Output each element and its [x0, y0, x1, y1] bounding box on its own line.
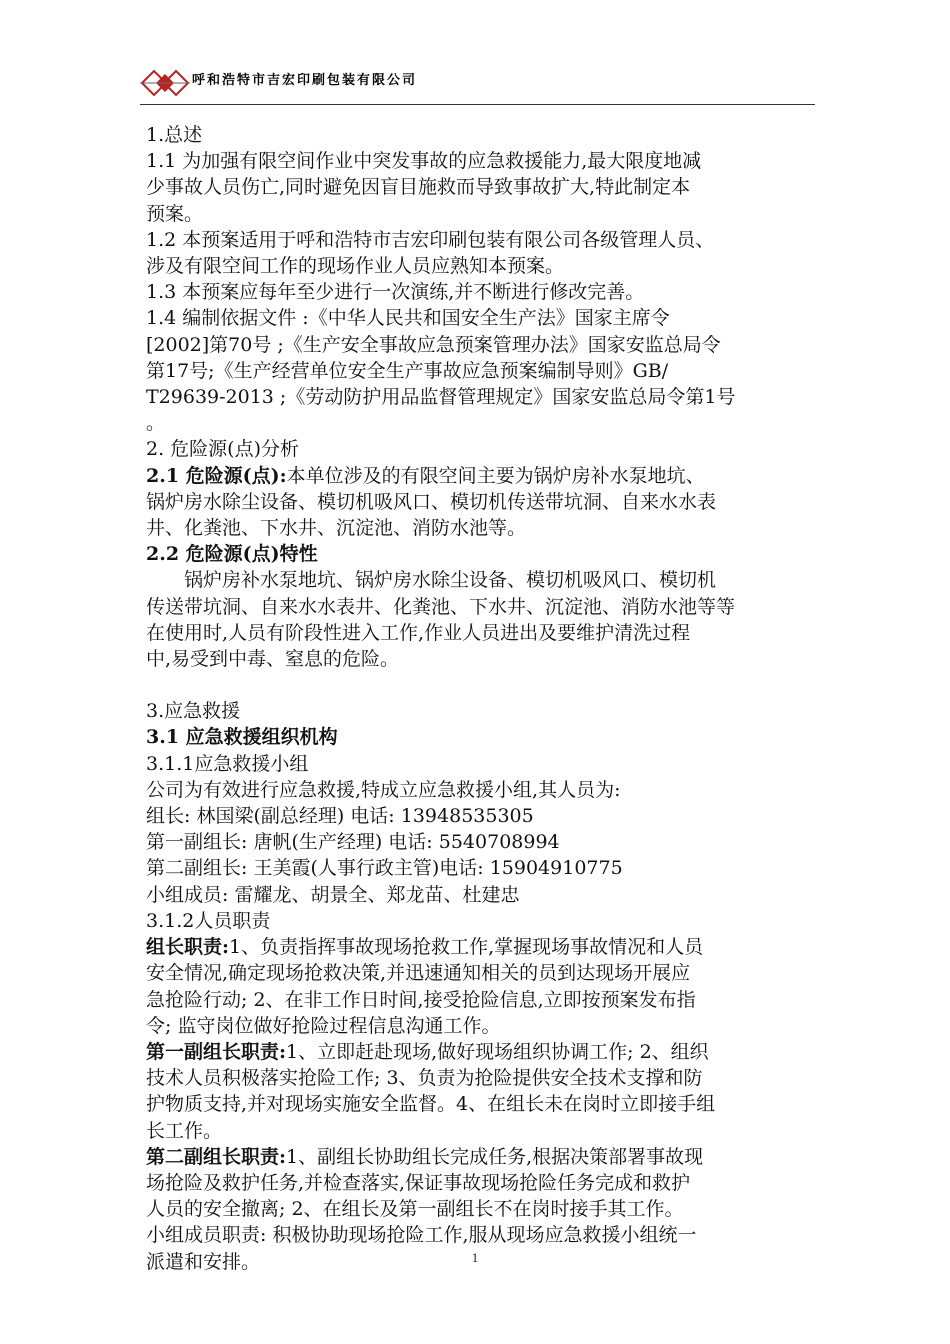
company-logo-icon	[140, 66, 190, 100]
text-line: 在使用时,人员有阶段性进入工作,作业人员进出及要维护清洗过程	[146, 621, 691, 644]
text-line: 令; 监守岗位做好抢险过程信息沟通工作。	[146, 1014, 501, 1037]
text-line: 预案。	[146, 202, 204, 225]
subsection-2-2-title: 2.2 危险源(点)特性	[146, 543, 318, 566]
text-line: 1.3 本预案应每年至少进行一次演练,并不断进行修改完善。	[146, 281, 645, 304]
text-line: 1.1 为加强有限空间作业中突发事故的应急救援能力,最大限度地减	[146, 150, 702, 173]
vice2-duty-label: 第二副组长职责:	[146, 1145, 287, 1168]
text-span: 本单位涉及的有限空间主要为锅炉房补水泵地坑、	[286, 464, 705, 487]
text-line: 井、化粪池、下水井、沉淀池、消防水池等。	[146, 517, 527, 540]
text-line: 小组成员职责: 积极协助现场抢险工作,服从现场应急救援小组统一	[146, 1224, 697, 1247]
text-span: 1、立即赶赴现场,做好现场组织协调工作; 2、组织	[286, 1040, 709, 1063]
text-line: 传送带坑洞、自来水水表井、化粪池、下水井、沉淀池、消防水池等等	[146, 595, 736, 618]
subsection-2-1-label: 2.1 危险源(点):	[146, 464, 287, 487]
header-divider	[140, 104, 815, 105]
page-number: 1	[471, 1250, 479, 1265]
text-line: [2002]第70号 ;《生产安全事故应急预案管理办法》国家安监总局令	[146, 333, 721, 356]
vice1-duty-label: 第一副组长职责:	[146, 1040, 287, 1063]
document-body	[146, 122, 826, 1275]
text-line: 中,易受到中毒、窒息的危险。	[146, 648, 400, 671]
page-header	[140, 66, 840, 102]
text-line: 安全情况,确定现场抢救决策,并迅速通知相关的员到达现场开展应	[146, 962, 691, 985]
leader-duty-label: 组长职责:	[146, 936, 230, 959]
text-span: 1、副组长协助组长完成任务,根据决策部署事故现	[286, 1145, 704, 1168]
text-line: 技术人员积极落实抢险工作; 3、负责为抢险提供安全技术支撑和防	[146, 1067, 703, 1090]
vice-leader-1-line: 第一副组长: 唐帆(生产经理) 电话: 5540708994	[146, 831, 560, 854]
text-line: 3.1.2人员职责	[146, 909, 271, 932]
section-3-title: 3.应急救援	[146, 700, 241, 723]
text-line: 场抢险及救护任务,并检查落实,保证事故现场抢险任务完成和救护	[146, 1171, 691, 1194]
text-line	[146, 934, 826, 960]
subsection-3-1-title: 3.1 应急救援组织机构	[146, 726, 338, 749]
text-line: 。	[146, 412, 166, 435]
text-line: 涉及有限空间工作的现场作业人员应熟知本预案。	[146, 255, 565, 278]
company-name: 呼和浩特市吉宏印刷包装有限公司	[192, 73, 418, 88]
text-line: 1.4 编制依据文件 :《中华人民共和国安全生产法》国家主席令	[146, 307, 670, 330]
text-line: 锅炉房补水泵地坑、锅炉房水除尘设备、模切机吸风口、模切机	[184, 569, 717, 592]
text-line	[146, 1144, 826, 1170]
members-line: 小组成员: 雷耀龙、胡景全、郑龙苗、杜建忠	[146, 883, 520, 906]
section-1-title: 1.总述	[146, 124, 203, 146]
text-line: 派遣和安排。	[146, 1250, 261, 1273]
text-line: 急抢险行动; 2、在非工作日时间,接受抢险信息,立即按预案发布指	[146, 988, 696, 1011]
vice-leader-2-line: 第二副组长: 王美霞(人事行政主管)电话: 15904910775	[146, 857, 623, 880]
section-2-title: 2. 危险源(点)分析	[146, 438, 299, 461]
leader-line: 组长: 林国梁(副总经理) 电话: 13948535305	[146, 805, 534, 828]
text-span: 1、负责指挥事故现场抢救工作,掌握现场事故情况和人员	[229, 936, 704, 959]
text-line: 锅炉房水除尘设备、模切机吸风口、模切机传送带坑洞、自来水水表	[146, 490, 717, 513]
text-line	[146, 1039, 826, 1065]
text-line: 人员的安全撤离; 2、在组长及第一副组长不在岗时接手其工作。	[146, 1198, 684, 1221]
text-line: T29639-2013 ;《劳动防护用品监督管理规定》国家安监总局令第1号	[146, 386, 736, 409]
text-line: 第17号;《生产经营单位安全生产事故应急预案编制导则》GB/	[146, 359, 669, 382]
text-line: 少事故人员伤亡,同时避免因盲目施救而导致事故扩大,特此制定本	[146, 176, 691, 199]
blank-line	[146, 672, 826, 698]
text-line: 公司为有效进行应急救援,特成立应急救援小组,其人员为:	[146, 778, 621, 801]
text-line: 1.2 本预案适用于呼和浩特市吉宏印刷包装有限公司各级管理人员、	[146, 228, 715, 251]
text-line: 3.1.1应急救援小组	[146, 752, 309, 775]
text-line: 护物质支持,并对现场实施安全监督。4、在组长未在岗时立即接手组	[146, 1093, 716, 1116]
text-line: 长工作。	[146, 1119, 223, 1142]
text-line	[146, 463, 826, 489]
